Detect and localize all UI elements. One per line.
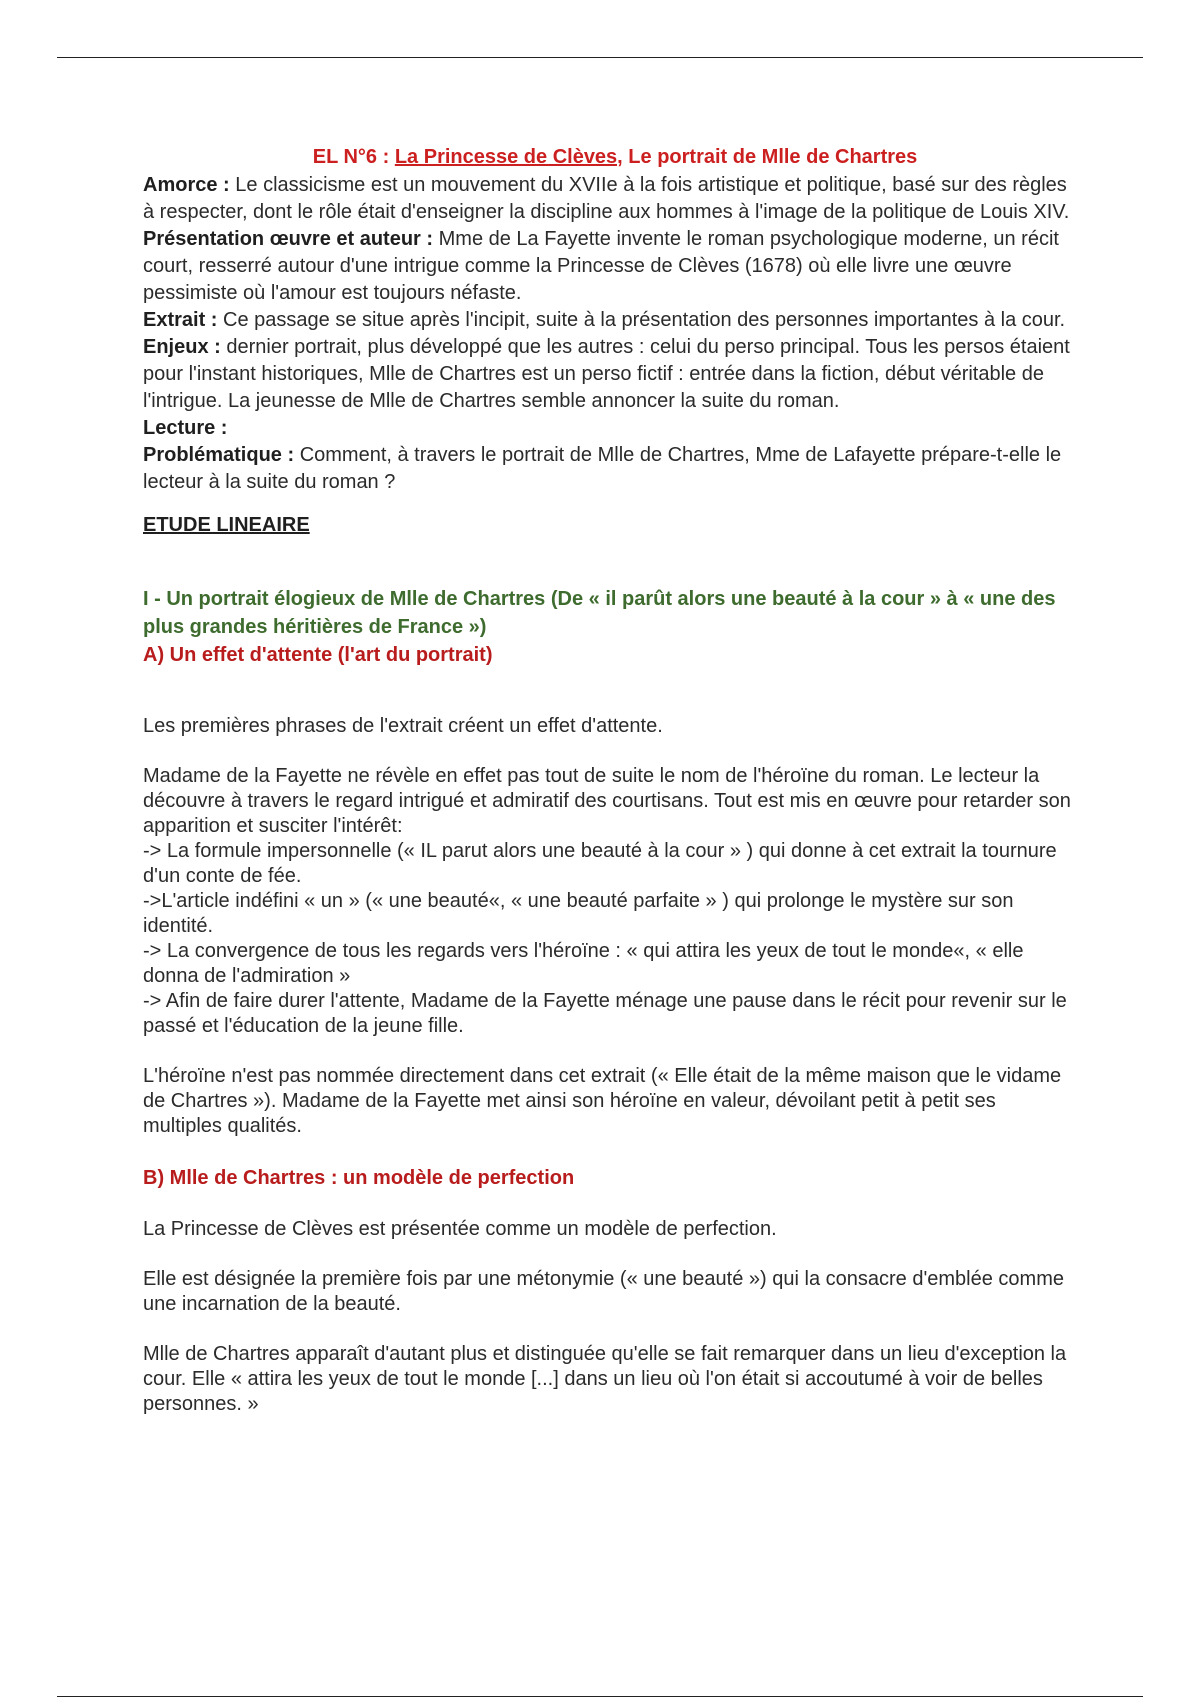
intro-text: Ce passage se situe après l'incipit, suite à la présentation des personnes importantes à la cour. (217, 309, 1066, 331)
intro-presentation (143, 226, 1073, 307)
intro-text: Comment, à travers le portrait de Mlle de Chartres, Mme de Lafayette prépare-t-elle le lecteur à la suite du roman ? (143, 444, 1062, 493)
paragraph: La Princesse de Clèves est présentée comme un modèle de perfection. (143, 1218, 777, 1240)
paragraph: Les premières phrases de l'extrait créent un effet d'attente. (143, 715, 663, 737)
title-prefix: EL N°6 : (312, 146, 395, 168)
paragraph: L'héroïne n'est pas nommée directement dans cet extrait (« Elle était de la même maison que le vidame de Chartres »). Madame de la Fayette met ainsi son héroïne en valeur, dévoilant petit à petit ses multiples qualités. (143, 1065, 1062, 1137)
intro-text: Le classicisme est un mouvement du XVIIe à la fois artistique et politique, basé sur des règles à respecter, dont le rôle était d'enseigner la discipline aux hommes à l'image de la politique de Louis XIV. (143, 174, 1070, 223)
intro-extrait (143, 307, 1073, 334)
intro-text: dernier portrait, plus développé que les autres : celui du perso principal. Tous les persos étaient pour l'instant historiques, Mlle de Chartres est un perso fictif : entrée dans la fiction, début véritable de l'intrigue. La jeunesse de Mlle de Chartres semble annoncer la suite du roman. (143, 336, 1070, 412)
intro-problematique (143, 442, 1073, 496)
intro-label: Extrait : (143, 309, 218, 331)
paragraph: Madame de la Fayette ne révèle en effet pas tout de suite le nom de l'héroïne du roman. Le lecteur la découvre à travers le regard intrigué et admiratif des courtisans. Tout est mis en œuvre pour retarder son apparition et susciter l'intérêt: (143, 765, 1071, 837)
header-rule (57, 57, 1143, 58)
intro-amorce (143, 172, 1073, 226)
paragraph: Mlle de Chartres apparaît d'autant plus et distinguée qu'elle se fait remarquer dans un lieu d'exception la cour. Elle « attira les yeux de tout le monde [...] dans un lieu où l'on était si accoutumé à voir de belles personnes. » (143, 1343, 1067, 1415)
title-rest: Le portrait de Mlle de Chartres (622, 146, 918, 168)
paragraph: Elle est désignée la première fois par une métonymie (« une beauté ») qui la consacre d'emblée comme une incarnation de la beauté. (143, 1268, 1064, 1315)
title-work: La Princesse de Clèves, (394, 146, 623, 168)
paragraph: -> La formule impersonnelle (« IL parut alors une beauté à la cour » ) qui donne à cet extrait la tournure d'un conte de fée. (143, 840, 1057, 887)
intro-enjeux (143, 334, 1073, 415)
intro-label: Lecture : (143, 417, 228, 439)
intro-lecture (143, 415, 1073, 442)
intro-label: Enjeux : (143, 336, 221, 358)
paragraph: -> La convergence de tous les regards vers l'héroïne : « qui attira les yeux de tout le monde«, « elle donna de l'admiration » (143, 940, 1024, 987)
intro-label: Problématique : (143, 444, 295, 466)
etude-heading: ETUDE LINEAIRE (143, 514, 310, 536)
intro-text: Mme de La Fayette invente le roman psychologique moderne, un récit court, resserré autour d'une intrigue comme la Princesse de Clèves (1678) où elle livre une œuvre pessimiste où l'amour est toujours néfaste. (143, 228, 1059, 304)
document-title (157, 142, 1073, 172)
intro-label: Présentation œuvre et auteur : (143, 228, 434, 250)
sectionB-heading: B) Mlle de Chartres : un modèle de perfection (143, 1167, 575, 1189)
sectionA-heading: A) Un effet d'attente (l'art du portrait) (143, 644, 493, 666)
paragraph: ->L'article indéfini « un » (« une beauté«, « une beauté parfaite » ) qui prolonge le mystère sur son identité. (143, 890, 1014, 937)
document-page (143, 142, 1073, 1417)
part1-heading: I - Un portrait élogieux de Mlle de Chartres (De « il parût alors une beauté à la cour » à « une des plus grandes héritières de France ») (143, 588, 1056, 638)
paragraph: -> Afin de faire durer l'attente, Madame de la Fayette ménage une pause dans le récit pour revenir sur le passé et l'éducation de la jeune fille. (143, 990, 1067, 1037)
intro-label: Amorce : (143, 174, 230, 196)
footer-rule (57, 1696, 1143, 1697)
